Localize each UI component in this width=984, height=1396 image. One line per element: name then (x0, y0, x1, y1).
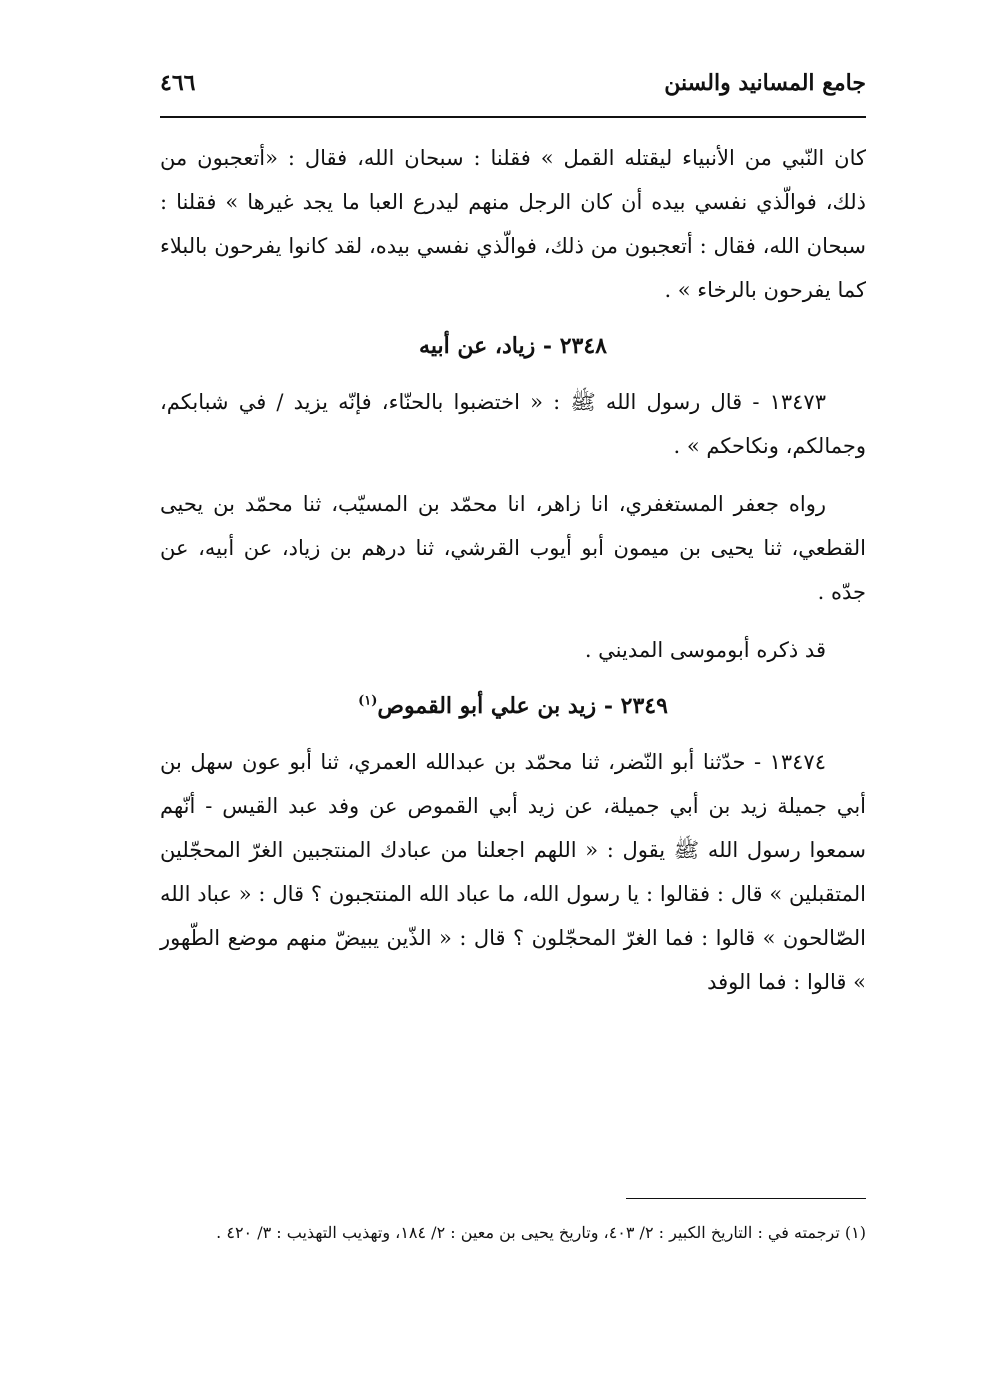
footnotes (160, 1214, 866, 1252)
running-title: جامع المسانيد والسنن (664, 70, 866, 96)
section-heading-2349 (160, 684, 866, 728)
footnote-ref-1: (١) (358, 693, 378, 709)
footnote-rule (626, 1198, 866, 1199)
paragraph-riwaya: رواه جعفر المستغفري، انا زاهر، انا محمّد بن المسيّب، ثنا محمّد بن يحيى القطعي، ثنا يحيى بن ميمون أبو أيوب القرشي، ثنا درهم بن زياد، عن أبيه، عن جدّه . (160, 492, 866, 604)
main-text (160, 136, 866, 1004)
hadith-13474: ١٣٤٧٤ - حدّثنا أبو النّضر، ثنا محمّد بن عبدالله العمري، ثنا أبو عون سهل بن أبي جميلة زيد بن أبي جميلة، عن زيد أبي القموص عن وفد عبد القيس - أنّهم سمعوا رسول الله ﷺ يقول : « اللهم اجعلنا من عبادك المنتجبين الغرّ المحجّلين المتقبلين » قال : فقالوا : يا رسول الله، ما عباد الله المنتجبون ؟ قال : « عباد الله الصّالحون » قالوا : فما الغرّ المحجّلون ؟ قال : « الذّين يبيضّ منهم موضع الطّهور » قالوا : فما الوفد (160, 750, 866, 994)
section-heading-2348: ٢٣٤٨ - زياد، عن أبيه (419, 333, 607, 359)
paragraph-dhakara: قد ذكره أبوموسى المديني . (584, 638, 826, 662)
page-header (160, 70, 866, 110)
header-rule (160, 116, 866, 118)
hadith-13473: ١٣٤٧٣ - قال رسول الله ﷺ : « اختضبوا بالحنّاء، فإنّه يزيد / في شبابكم، وجمالكم، ونكاحكم » . (160, 390, 866, 458)
section-heading-2349-text: ٢٣٤٩ - زيد بن علي أبو القموص (377, 693, 668, 719)
paragraph-continuation: كان النّبي من الأنبياء ليقتله القمل » فقلنا : سبحان الله، فقال : «أتعجبون من ذلك، فوالّذي نفسي بيده أن كان الرجل منهم ليدرع العبا ما يجد غيرها » فقلنا : سبحان الله، فقال : أتعجبون من ذلك، فوالّذي نفسي بيده، لقد كانوا يفرحون بالبلاء كما يفرحون بالرخاء » . (160, 146, 866, 302)
footnote-1: (١) ترجمته في : التاريخ الكبير : ٢/ ٤٠٣، وتاريخ يحيى بن معين : ٢/ ١٨٤، وتهذيب التهذيب : ٣/ ٤٢٠ . (216, 1223, 866, 1242)
page-number: ٤٦٦ (160, 70, 196, 96)
